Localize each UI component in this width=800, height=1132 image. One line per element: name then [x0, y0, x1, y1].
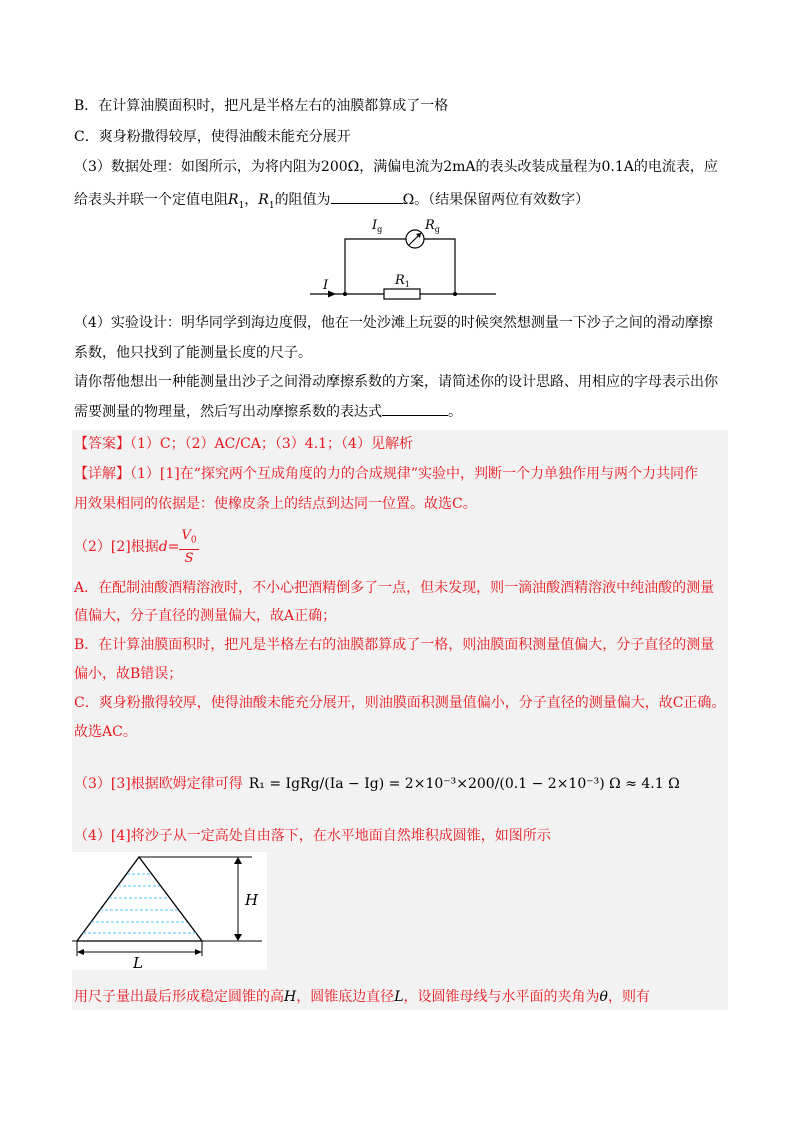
- answer-blank-r1[interactable]: [331, 189, 403, 204]
- q3-line1: （3）数据处理：如图所示，为将内阻为200Ω，满偏电流为2mA的表头改装成量程为0.1A的电流表，应: [74, 159, 718, 175]
- detail-pc-1: C．爽身粉撒得较厚，使得油酸未能充分展开，则油膜面积测量值偏小，分子直径的测量偏大，故C正确。: [74, 695, 726, 711]
- svg-text:Rg: $R_g$: [425, 218, 440, 234]
- detail-pa-1: A．在配制油酸酒精溶液时，不小心把酒精倒多了一点，但未发现，则一滴油酸酒精溶液中纯油酸的测量: [74, 580, 715, 596]
- detail-p1a: 【详解】（1）[1]在“探究两个互成角度的力的合成规律”实验中，判断一个力单独作用与两个力共同作: [74, 466, 699, 482]
- svg-text:Ig: $I_g$: [372, 218, 383, 234]
- option-b: B．在计算油膜面积时，把凡是半格左右的油膜都算成了一格: [74, 98, 449, 114]
- svg-text:I: [322, 278, 329, 293]
- detail-pb-2: 偏小，故B错误；: [74, 666, 183, 682]
- detail-p5: 用尺子量出最后形成稳定圆锥的高H，圆锥底边直径L，设圆锥母线与水平面的夹角为θ，则有: [74, 989, 650, 1005]
- q4-line3: 请你帮他想出一种能测量出沙子之间滑动摩擦系数的方案，请简述你的设计思路、用相应的字母表示出你: [74, 374, 718, 390]
- cone-diagram: [72, 852, 267, 970]
- current-i-label: I: [323, 278, 329, 293]
- answer-line: 【答案】（1）C；（2）AC/CA；（3）4.1；（4）见解析: [74, 436, 413, 452]
- detail-pc-2: 故选AC。: [74, 724, 137, 740]
- svg-text:R1: $R_1$: [395, 273, 410, 289]
- detail-p3: （3）[3]根据欧姆定律可得 R₁ = IgRg/(Ia − Ig) = 2×10⁻³×200/(0.1 − 2×10⁻³) Ω ≈ 4.1 Ω: [74, 776, 680, 792]
- q4-line4: 需要测量的物理量，然后写出动摩擦系数的表达式 。: [74, 401, 462, 422]
- detail-p4: （4）[4]将沙子从一定高处自由落下，在水平地面自然堆积成圆锥，如图所示: [74, 828, 551, 844]
- cone-h-label: H: [245, 891, 259, 909]
- answer-blank-mu[interactable]: [382, 401, 448, 416]
- detail-pa-2: 值偏大，分子直径的测量偏大，故A正确；: [74, 608, 337, 624]
- fraction-v0-over-s: $\frac{V_0}{S}$: [181, 527, 197, 567]
- option-c: C．爽身粉撒得较厚，使得油酸未能充分展开: [74, 129, 351, 145]
- resistor-r1-icon: [384, 289, 420, 299]
- q4-line1: （4）实验设计：明华同学到海边度假，他在一处沙滩上玩耍的时候突然想测量一下沙子之间的滑动摩擦: [74, 315, 713, 331]
- q3-line2: 给表头并联一个定值电阻$R_1$，$R_1$的阻值为 Ω。（结果保留两位有效数字）: [74, 189, 589, 216]
- detail-p2: （2）[2]根据 d = $\frac{V_0}{S}$: [74, 527, 197, 567]
- circuit-diagram: [310, 212, 500, 304]
- cone-l-label: L: [133, 954, 143, 970]
- q4-line2: 系数，他只找到了能测量长度的尺子。: [74, 345, 312, 361]
- detail-p1b: 用效果相同的依据是：使橡皮条上的结点到达同一位置。故选C。: [74, 496, 477, 512]
- ohm-formula: R₁ = IgRg/(Ia − Ig) = 2×10⁻³×200/(0.1 − 2×10⁻³) Ω ≈ 4.1 Ω: [248, 776, 680, 792]
- detail-pb-1: B．在计算油膜面积时，把凡是半格左右的油膜都算成了一格，则油膜面积测量值偏大，分子直径的测量: [74, 637, 715, 653]
